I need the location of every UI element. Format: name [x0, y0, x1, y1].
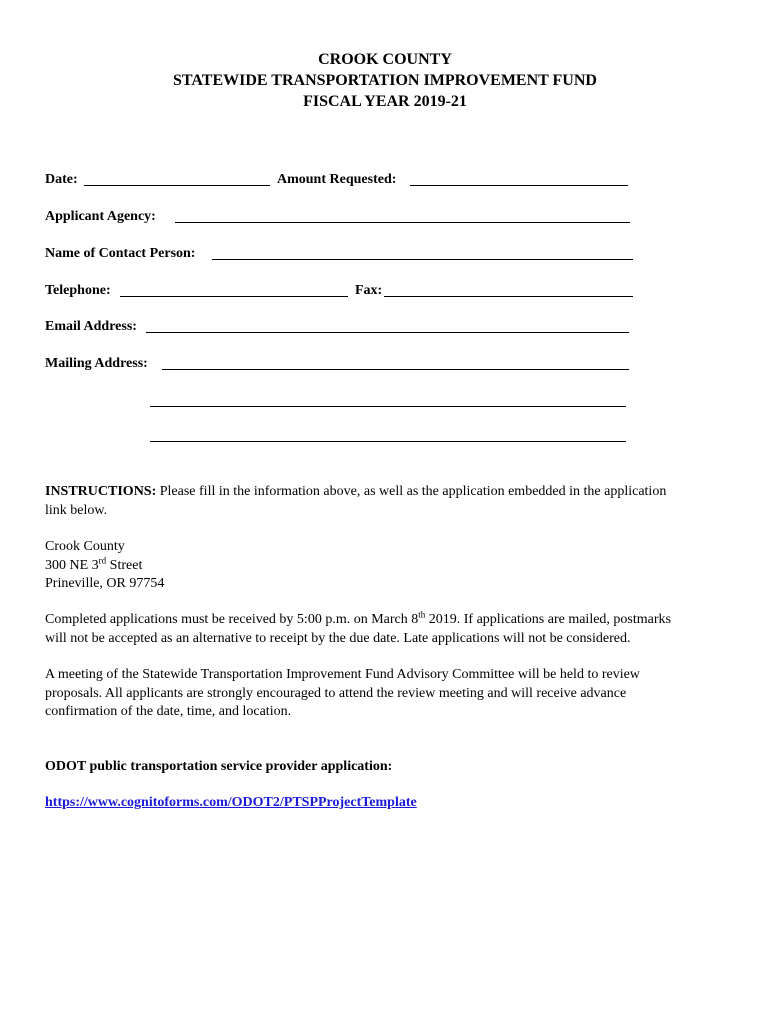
- date-label: Date:: [45, 172, 78, 187]
- odot-application-heading: ODOT public transportation service provider application:: [45, 759, 393, 774]
- title-county: CROOK COUNTY: [318, 51, 452, 68]
- deadline-paragraph: [45, 611, 735, 648]
- mailing-address-field-3[interactable]: [150, 441, 626, 442]
- title-program: STATEWIDE TRANSPORTATION IMPROVEMENT FUND: [173, 72, 597, 89]
- contact-person-label: Name of Contact Person:: [45, 246, 196, 261]
- address-street: 300 NE 3rd Street: [45, 554, 143, 573]
- address-name: Crook County: [45, 539, 125, 554]
- telephone-field[interactable]: [120, 296, 348, 297]
- fax-field[interactable]: [384, 296, 633, 297]
- mailing-address-field-2[interactable]: [150, 406, 626, 407]
- instructions-heading: INSTRUCTIONS:: [45, 484, 157, 499]
- mailing-address-label: Mailing Address:: [45, 356, 148, 371]
- date-field[interactable]: [84, 185, 270, 186]
- meeting-line3: confirmation of the date, time, and location.: [45, 704, 292, 719]
- instructions-text-line1: Please fill in the information above, as well as the application embedded in the application: [159, 484, 667, 499]
- email-address-label: Email Address:: [45, 319, 137, 334]
- mailing-address-block: [45, 538, 735, 594]
- instructions-text-line2: link below.: [45, 502, 108, 518]
- meeting-paragraph: [45, 666, 735, 722]
- mailing-address-field-1[interactable]: [162, 369, 629, 370]
- contact-person-field[interactable]: [212, 259, 633, 260]
- odot-application-link[interactable]: https://www.cognitoforms.com/ODOT2/PTSPProjectTemplate: [45, 795, 417, 810]
- telephone-label: Telephone:: [45, 283, 111, 298]
- email-address-field[interactable]: [146, 332, 629, 333]
- instructions-paragraph: [45, 483, 735, 520]
- amount-requested-label: Amount Requested:: [277, 172, 397, 187]
- meeting-line2: proposals. All applicants are strongly encouraged to attend the review meeting and will receive advance: [45, 685, 627, 701]
- applicant-agency-field[interactable]: [175, 222, 630, 223]
- deadline-line1: Completed applications must be received by 5:00 p.m. on March 8th 2019. If applications are mailed, postmarks: [45, 609, 671, 627]
- meeting-line1: A meeting of the Statewide Transportation Improvement Fund Advisory Committee will be held to review: [45, 667, 640, 682]
- fax-label: Fax:: [355, 283, 383, 298]
- title-fiscal-year: FISCAL YEAR 2019-21: [303, 93, 467, 110]
- address-city: Prineville, OR 97754: [45, 576, 165, 591]
- deadline-line2: will not be accepted as an alternative to receipt by the due date. Late applications will not be considered.: [45, 630, 631, 646]
- amount-requested-field[interactable]: [410, 185, 628, 186]
- applicant-agency-label: Applicant Agency:: [45, 209, 156, 224]
